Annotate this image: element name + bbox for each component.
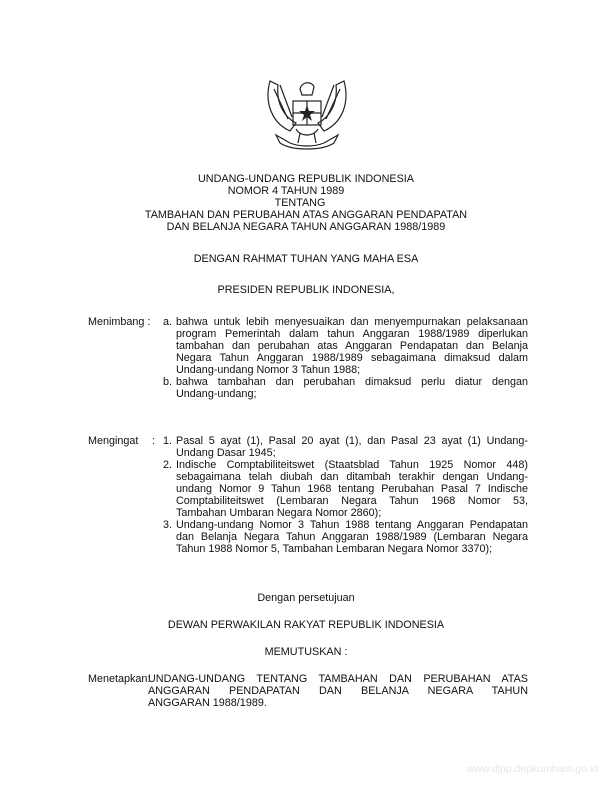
text-line: Indische Comptabiliteitswet (Staatsblad Tahun 1925 Nomor 448)	[176, 459, 528, 471]
item-marker: a.	[163, 316, 173, 328]
item-marker: 2.	[163, 459, 173, 471]
law-number: NOMOR 4 TAHUN 1989	[227, 185, 345, 197]
about-heading: TENTANG	[274, 197, 326, 209]
text-line: Undang Dasar 1945;	[176, 447, 276, 459]
menetapkan-text	[148, 673, 528, 709]
law-subject-line-2: DAN BELANJA NEGARA TAHUN ANGGARAN 1988/1989	[166, 221, 446, 233]
text-line: undang Nomor 9 Tahun 1968 tentang Perubahan Pasal 7 Indische	[176, 483, 528, 495]
mengingat-item-1	[176, 435, 528, 459]
item-marker: 1.	[163, 435, 173, 447]
text-line: UNDANG-UNDANG TENTANG TAMBAHAN DAN PERUBAHAN ATAS	[148, 673, 528, 685]
menimbang-label: Menimbang :	[88, 316, 151, 328]
dpr-heading: DEWAN PERWAKILAN RAKYAT REPUBLIK INDONESIA	[167, 619, 445, 631]
text-line: Undang-undang Nomor 3 Tahun 1988 tentang Anggaran Pendapatan	[176, 519, 528, 531]
text-line: bahwa untuk lebih menyesuaikan dan menyempurnakan pelaksanaan	[176, 316, 528, 328]
invocation: DENGAN RAHMAT TUHAN YANG MAHA ESA	[193, 253, 419, 265]
mengingat-item-2	[176, 459, 528, 519]
garuda-emblem-icon	[262, 73, 352, 163]
text-line: Negara Tahun Anggaran 1988/1989 sebagaimana dimaksud dalam	[176, 352, 528, 364]
item-marker: b.	[163, 376, 173, 388]
text-line: Undang-undang;	[176, 388, 257, 400]
text-line: Tahun 1988 Nomor 5, Tambahan Lembaran Negara Nomor 3370);	[176, 543, 493, 555]
law-subject-line-1: TAMBAHAN DAN PERUBAHAN ATAS ANGGARAN PENDAPATAN	[144, 209, 468, 221]
text-line: dan Belanja Negara Tahun Anggaran 1988/1989 (Lembaran Negara	[176, 531, 528, 543]
mengingat-item-3	[176, 519, 528, 555]
menimbang-item-b	[176, 376, 528, 400]
text-line: sebagaimana telah diubah dan ditambah terakhir dengan Undang-	[176, 471, 528, 483]
menimbang-item-a	[176, 316, 528, 376]
approval-text: Dengan persetujuan	[257, 592, 355, 604]
item-marker: 3.	[163, 519, 173, 531]
decide-heading: MEMUTUSKAN :	[264, 646, 348, 658]
text-line: Comptabiliteitswet (Lembaran Negara Tahun 1968 Nomor 53,	[176, 495, 528, 507]
watermark: www.djpp.depkumham.go.id	[466, 763, 598, 775]
mengingat-label: Mengingat	[88, 435, 139, 447]
text-line: ANGGARAN 1988/1989.	[148, 697, 267, 709]
president-heading: PRESIDEN REPUBLIK INDONESIA,	[217, 284, 395, 296]
law-title: UNDANG-UNDANG REPUBLIK INDONESIA	[198, 173, 414, 185]
text-line: bahwa tambahan dan perubahan dimaksud perlu diatur dengan	[176, 376, 528, 388]
mengingat-colon: :	[152, 435, 155, 447]
text-line: Pasal 5 ayat (1), Pasal 20 ayat (1), dan Pasal 23 ayat (1) Undang-	[176, 435, 528, 447]
text-line: Undang-undang Nomor 3 Tahun 1988;	[176, 364, 361, 376]
text-line: Tambahan Umbaran Negara Nomor 2860);	[176, 507, 382, 519]
menetapkan-label: Menetapkan:	[88, 673, 151, 685]
text-line: ANGGARAN PENDAPATAN DAN BELANJA NEGARA TAHUN	[148, 685, 528, 697]
text-line: program Pemerintah dalam tahun Anggaran 1988/1989 diperlukan	[176, 328, 528, 340]
text-line: tambahan dan perubahan atas Anggaran Pendapatan dan Belanja	[176, 340, 528, 352]
